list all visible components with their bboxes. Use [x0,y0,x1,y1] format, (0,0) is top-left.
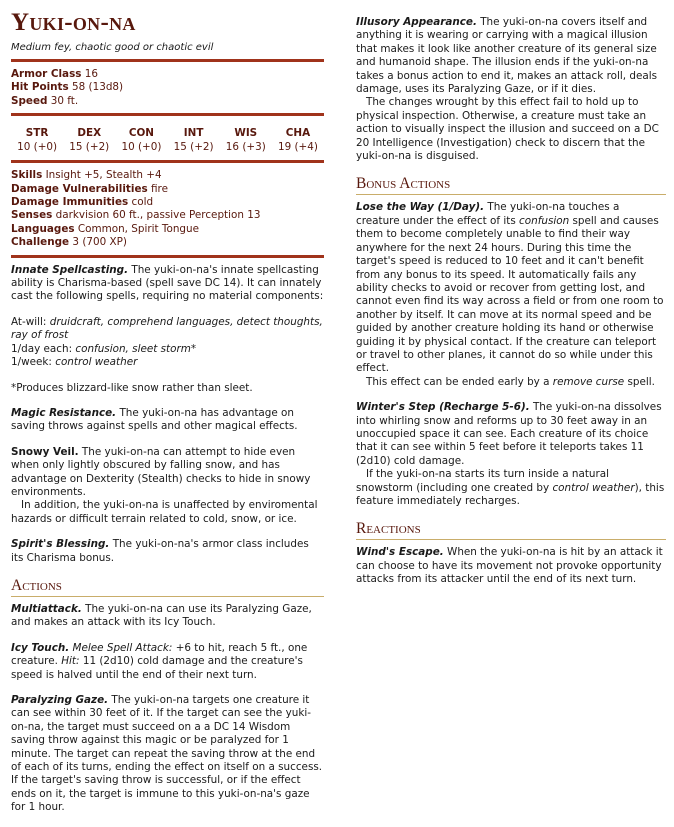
right-column [356,16,666,599]
immunities-line: Damage Immunities cold [11,196,154,209]
ability-wis: WIS 16 (+3) [225,127,266,154]
spell-per-day: 1/day each: confusion, sleet storm* [11,342,197,355]
monster-name: Yuki-on-na [11,9,136,36]
speed-line: Speed 30 ft. [11,94,79,107]
reactions-heading: Reactions [356,520,666,540]
divider-rule [11,160,324,163]
divider-rule [11,113,324,116]
divider-rule [11,255,324,258]
action-paralyzing-gaze: Paralyzing Gaze. The yuki-on-na targets one creature it can see within 30 feet of it. If the target can see the yuki-on-na, the target must succeed on a a DC 14 Wisdom saving throw against this magic or be paralyzed for 1 minute. The target can repeat the saving throw at the end of each of its turns, ending the effect on itself on a success. If the target's saving throw is successful, or if the effect ends on it, the target is immune to this yuki-on-na's gaze for 1 hour. [11,694,323,814]
monster-type: Medium fey, chaotic good or chaotic evil [11,42,214,53]
left-column [11,0,324,827]
spell-at-will: At-will: druidcraft, comprehend languages, detect thoughts, ray of frost [11,315,323,342]
divider-rule [11,59,324,62]
bonus-winters-step-extra: If the yuki-on-na starts its turn inside a natural snowstorm (including one created by control weather), this feature immediately recharges. [356,468,665,507]
actions-heading: Actions [11,577,324,597]
ability-cha: CHA 19 (+4) [277,127,318,154]
reaction-winds-escape: Wind's Escape. When the yuki-on-na is hit by an attack it can choose to have its movement not provoke opportunity attacks from its attacker until the end of its next turn. [356,546,663,586]
ability-scores [11,126,324,154]
trait-innate-spellcasting: Innate Spellcasting. The yuki-on-na's innate spellcasting ability is Charisma-based (spell save DC 14). It can innately cast the following spells, requiring no material components: [11,263,324,303]
vulnerabilities-line: Damage Vulnerabilities fire [11,182,168,195]
action-illusory-appearance-extra: The changes wrought by this effect fail to hold up to physical inspection. Otherwise, a creature must take an action to visually inspect the illusion and succeed on a DC 20 Intelligence (Investigation) check to discern that the yuki-on-na is disguised. [356,96,659,163]
trait-snowy-veil-extra: In addition, the yuki-on-na is unaffected by enviromental hazards or difficult terrain related to cold, snow, or ice. [11,499,318,525]
trait-snowy-veil: Snowy Veil. The yuki-on-na can attempt to hide even when only lightly obscured by falling snow, and has advantage on Dexterity (Stealth) checks to hide in snowy environments. [11,445,311,498]
trait-magic-resistance: Magic Resistance. The yuki-on-na has advantage on saving throws against spells and other magical effects. [11,406,298,433]
action-multiattack: Multiattack. The yuki-on-na can use its Paralyzing Gaze, and makes an attack with its Icy Touch. [11,602,312,629]
bonus-lose-the-way-extra: This effect can be ended early by a remove curse spell. [366,375,655,388]
challenge-line: Challenge 3 (700 XP) [11,236,127,249]
ability-int: INT 15 (+2) [173,127,214,154]
action-icy-touch: Icy Touch. Melee Spell Attack: +6 to hit, reach 5 ft., one creature. Hit: 11 (2d10) cold damage and the creature's speed is halved until the end of their next turn. [11,641,308,681]
languages-line: Languages Common, Spirit Tongue [11,222,199,235]
ability-con: CON 10 (+0) [121,127,162,154]
bonus-lose-the-way: Lose the Way (1/Day). The yuki-on-na touches a creature under the effect of its confusion spell and causes them to become completely unable to find their way anywhere for the next 24 hours. During this time the target's speed is reduced to 10 feet and it can't benefit from any bonus to its speed. It automatically fails any ability checks to avoid or recover from getting lost, and cannot even find its way across a field or from one room to another by itself. It can move at its normal speed and be guided by another creature holding its hand or otherwise guiding it by physical contact. If the creature can teleport or travel to other planes, it cannot do so while under this effect. [356,201,664,375]
action-illusory-appearance: Illusory Appearance. The yuki-on-na covers itself and anything it is wearing or carrying with a magical illusion that makes it look like another creature of its general size and humanoid shape. The illusion ends if the yuki-on-na takes a bonus action to end it, makes an attack roll, deals damage, uses its Paralyzing Gaze, or if it dies. [356,16,658,96]
senses-line: Senses darkvision 60 ft., passive Perception 13 [11,209,261,222]
hit-points-line: Hit Points 58 (13d8) [11,81,124,94]
bonus-winters-step: Winter's Step (Recharge 5-6). The yuki-on-na dissolves into whirling snow and reforms up to 30 feet away in an unoccupied space it can see. Each creature of its choice that it can see within 5 feet before it teleports takes 11 (2d10) cold damage. [356,401,662,467]
skills-line: Skills Insight +5, Stealth +4 [11,169,162,182]
armor-class-line: Armor Class 16 [11,68,98,80]
bonus-actions-heading: Bonus Actions [356,175,666,195]
ability-str: STR 10 (+0) [17,127,58,154]
spell-footnote: *Produces blizzard-like snow rather than sleet. [11,381,253,394]
spell-per-week: 1/week: control weather [11,356,138,369]
ability-dex: DEX 15 (+2) [69,127,110,154]
trait-spirits-blessing: Spirit's Blessing. The yuki-on-na's armor class includes its Charisma bonus. [11,538,309,564]
